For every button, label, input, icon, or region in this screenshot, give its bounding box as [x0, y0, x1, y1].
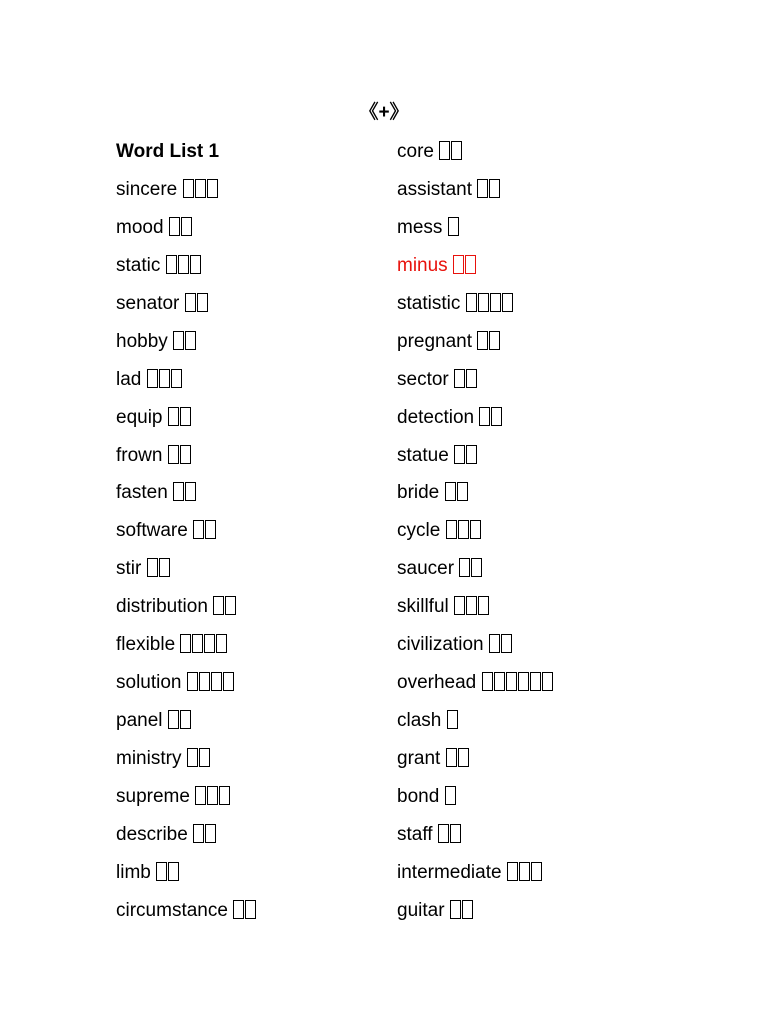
- missing-glyph-box: [491, 407, 502, 426]
- missing-glyph-gloss: [479, 407, 503, 428]
- missing-glyph-box: [506, 672, 517, 691]
- missing-glyph-box: [183, 179, 194, 198]
- english-word: intermediate: [397, 861, 502, 883]
- word-entry: [397, 480, 697, 518]
- english-word: supreme: [116, 785, 190, 807]
- word-entry: [397, 405, 697, 443]
- missing-glyph-gloss: [168, 407, 192, 428]
- english-word: static: [116, 254, 161, 276]
- missing-glyph-box: [187, 748, 198, 767]
- missing-glyph-gloss: [438, 824, 462, 845]
- english-word: assistant: [397, 178, 472, 200]
- missing-glyph-box: [465, 255, 476, 274]
- missing-glyph-box: [478, 293, 489, 312]
- missing-glyph-box: [205, 824, 216, 843]
- word-entry: [116, 215, 386, 253]
- missing-glyph-box: [156, 862, 167, 881]
- missing-glyph-box: [193, 824, 204, 843]
- english-word: guitar: [397, 899, 445, 921]
- missing-glyph-box: [180, 445, 191, 464]
- missing-glyph-box: [445, 482, 456, 501]
- missing-glyph-box: [519, 862, 530, 881]
- missing-glyph-box: [466, 293, 477, 312]
- missing-glyph-box: [190, 255, 201, 274]
- missing-glyph-box: [185, 293, 196, 312]
- missing-glyph-box: [205, 520, 216, 539]
- word-entry: [397, 329, 697, 367]
- missing-glyph-gloss: [147, 369, 183, 390]
- english-word: skillful: [397, 596, 449, 618]
- word-entry: [116, 367, 386, 405]
- english-word: frown: [116, 444, 163, 466]
- missing-glyph-box: [213, 596, 224, 615]
- english-word: ministry: [116, 748, 182, 769]
- missing-glyph-gloss: [147, 558, 171, 579]
- missing-glyph-box: [479, 407, 490, 426]
- missing-glyph-gloss: [454, 596, 490, 617]
- english-word: sincere: [116, 178, 178, 200]
- missing-glyph-gloss: [180, 634, 228, 655]
- missing-glyph-box: [447, 710, 458, 729]
- missing-glyph-gloss: [233, 900, 257, 921]
- missing-glyph-box: [457, 482, 468, 501]
- missing-glyph-gloss: [447, 710, 459, 731]
- missing-glyph-box: [448, 217, 459, 236]
- missing-glyph-box: [446, 748, 457, 767]
- word-list-title: [116, 139, 386, 177]
- missing-glyph-box: [482, 672, 493, 691]
- missing-glyph-gloss: [466, 293, 514, 314]
- missing-glyph-gloss: [439, 141, 463, 162]
- missing-glyph-box: [159, 558, 170, 577]
- missing-glyph-box: [166, 255, 177, 274]
- missing-glyph-box: [192, 634, 203, 653]
- word-entry: [397, 746, 697, 784]
- word-entry: [116, 556, 386, 594]
- word-entry: [397, 898, 697, 936]
- missing-glyph-box: [518, 672, 529, 691]
- missing-glyph-gloss: [169, 217, 193, 238]
- english-word: overhead: [397, 672, 477, 694]
- missing-glyph-box: [466, 445, 477, 464]
- missing-glyph-box: [223, 672, 234, 691]
- word-entry: [397, 556, 697, 594]
- missing-glyph-box: [180, 407, 191, 426]
- missing-glyph-box: [466, 369, 477, 388]
- english-word: mess: [397, 216, 443, 238]
- english-word: statue: [397, 444, 449, 466]
- missing-glyph-gloss: [173, 482, 197, 503]
- english-word: detection: [397, 406, 475, 428]
- missing-glyph-box: [185, 331, 196, 350]
- missing-glyph-gloss: [450, 900, 474, 921]
- missing-glyph-box: [168, 445, 179, 464]
- missing-glyph-box: [542, 672, 553, 691]
- missing-glyph-box: [207, 786, 218, 805]
- missing-glyph-gloss: [445, 482, 469, 503]
- word-entry: [116, 860, 386, 898]
- missing-glyph-gloss: [187, 672, 235, 693]
- english-word: hobby: [116, 330, 168, 352]
- english-word: describe: [116, 823, 188, 845]
- missing-glyph-box: [466, 596, 477, 615]
- missing-glyph-box: [478, 596, 489, 615]
- missing-glyph-box: [531, 862, 542, 881]
- word-entry: [397, 518, 697, 556]
- missing-glyph-gloss: [448, 217, 460, 238]
- missing-glyph-gloss: [454, 445, 478, 466]
- missing-glyph-gloss: [489, 634, 513, 655]
- missing-glyph-box: [438, 824, 449, 843]
- missing-glyph-gloss: [193, 824, 217, 845]
- missing-glyph-box: [233, 900, 244, 919]
- english-word: distribution: [116, 596, 208, 618]
- word-entry: [116, 253, 386, 291]
- missing-glyph-box: [477, 179, 488, 198]
- english-word: staff: [397, 823, 433, 845]
- missing-glyph-gloss: [187, 748, 211, 769]
- english-word: panel: [116, 710, 163, 732]
- missing-glyph-box: [439, 141, 450, 160]
- missing-glyph-box: [489, 331, 500, 350]
- missing-glyph-box: [199, 672, 210, 691]
- missing-glyph-box: [171, 369, 182, 388]
- missing-glyph-gloss: [183, 179, 219, 200]
- english-word: circumstance: [116, 899, 228, 921]
- word-entry: [116, 291, 386, 329]
- missing-glyph-gloss: [446, 520, 482, 541]
- word-entry: [116, 670, 386, 708]
- missing-glyph-box: [204, 634, 215, 653]
- english-word: lad: [116, 368, 142, 390]
- missing-glyph-box: [454, 369, 465, 388]
- missing-glyph-gloss: [168, 710, 192, 731]
- english-word: pregnant: [397, 330, 473, 352]
- missing-glyph-box: [489, 634, 500, 653]
- english-word: software: [116, 520, 188, 542]
- word-entry: [397, 443, 697, 481]
- word-entry: [397, 784, 697, 822]
- missing-glyph-box: [147, 369, 158, 388]
- missing-glyph-box: [168, 710, 179, 729]
- english-word: statistic: [397, 292, 461, 314]
- english-word: senator: [116, 292, 180, 314]
- english-word: fasten: [116, 482, 168, 504]
- word-entry: [116, 632, 386, 670]
- word-entry: [397, 708, 697, 746]
- missing-glyph-gloss: [477, 331, 501, 352]
- missing-glyph-gloss: [156, 862, 180, 883]
- missing-glyph-box: [211, 672, 222, 691]
- word-entry: [397, 367, 697, 405]
- missing-glyph-box: [147, 558, 158, 577]
- missing-glyph-box: [462, 900, 473, 919]
- word-entry: [397, 177, 697, 215]
- word-entry: [116, 518, 386, 556]
- missing-glyph-box: [173, 482, 184, 501]
- missing-glyph-box: [178, 255, 189, 274]
- missing-glyph-box: [181, 217, 192, 236]
- english-word: flexible: [116, 634, 176, 656]
- missing-glyph-gloss: [213, 596, 237, 617]
- word-list-left-column: [116, 139, 386, 936]
- missing-glyph-box: [502, 293, 513, 312]
- missing-glyph-box: [454, 596, 465, 615]
- word-entry: [397, 594, 697, 632]
- word-entry: [116, 177, 386, 215]
- missing-glyph-gloss: [453, 255, 477, 276]
- word-entry: [116, 822, 386, 860]
- word-entry: [397, 670, 697, 708]
- missing-glyph-gloss: [477, 179, 501, 200]
- word-entry: [116, 784, 386, 822]
- english-word: clash: [397, 710, 442, 732]
- missing-glyph-box: [477, 331, 488, 350]
- missing-glyph-box: [530, 672, 541, 691]
- missing-glyph-box: [446, 520, 457, 539]
- word-entry: [116, 746, 386, 784]
- english-word: saucer: [397, 558, 455, 580]
- english-word: equip: [116, 406, 163, 428]
- missing-glyph-box: [451, 141, 462, 160]
- missing-glyph-box: [193, 520, 204, 539]
- word-entry: [397, 291, 697, 329]
- missing-glyph-box: [195, 179, 206, 198]
- missing-glyph-box: [445, 786, 456, 805]
- missing-glyph-box: [207, 179, 218, 198]
- missing-glyph-box: [216, 634, 227, 653]
- missing-glyph-gloss: [193, 520, 217, 541]
- word-entry: [116, 594, 386, 632]
- missing-glyph-box: [173, 331, 184, 350]
- missing-glyph-gloss: [507, 862, 543, 883]
- missing-glyph-box: [494, 672, 505, 691]
- missing-glyph-gloss: [173, 331, 197, 352]
- word-entry: [116, 480, 386, 518]
- english-word: sector: [397, 368, 449, 390]
- missing-glyph-box: [225, 596, 236, 615]
- document-heading: 《+》: [359, 102, 409, 123]
- english-word: solution: [116, 672, 182, 694]
- english-word: bond: [397, 785, 440, 807]
- missing-glyph-gloss: [446, 748, 470, 769]
- word-entry: [116, 898, 386, 936]
- missing-glyph-box: [185, 482, 196, 501]
- word-entry: [397, 139, 697, 177]
- missing-glyph-box: [470, 520, 481, 539]
- english-word: civilization: [397, 634, 484, 656]
- missing-glyph-box: [458, 520, 469, 539]
- missing-glyph-box: [453, 255, 464, 274]
- missing-glyph-gloss: [195, 786, 231, 807]
- missing-glyph-box: [180, 710, 191, 729]
- missing-glyph-box: [450, 824, 461, 843]
- word-entry: [397, 215, 697, 253]
- missing-glyph-box: [450, 900, 461, 919]
- word-entry: [116, 708, 386, 746]
- word-entry: [116, 329, 386, 367]
- english-word: limb: [116, 861, 151, 883]
- missing-glyph-box: [169, 217, 180, 236]
- missing-glyph-box: [199, 748, 210, 767]
- english-word: bride: [397, 482, 440, 504]
- missing-glyph-gloss: [185, 293, 209, 314]
- missing-glyph-gloss: [445, 786, 457, 807]
- word-entry: [397, 253, 697, 291]
- missing-glyph-box: [454, 445, 465, 464]
- missing-glyph-box: [195, 786, 206, 805]
- missing-glyph-box: [501, 634, 512, 653]
- missing-glyph-gloss: [459, 558, 483, 579]
- missing-glyph-box: [459, 558, 470, 577]
- english-word: mood: [116, 216, 164, 238]
- english-word: cycle: [397, 520, 441, 542]
- missing-glyph-box: [245, 900, 256, 919]
- missing-glyph-gloss: [454, 369, 478, 390]
- english-word: Word List 1: [116, 141, 220, 162]
- english-word: minus: [397, 254, 448, 276]
- missing-glyph-box: [458, 748, 469, 767]
- word-list-right-column: [397, 139, 697, 936]
- missing-glyph-gloss: [482, 672, 554, 693]
- missing-glyph-box: [490, 293, 501, 312]
- missing-glyph-box: [180, 634, 191, 653]
- missing-glyph-gloss: [166, 255, 202, 276]
- english-word: core: [397, 141, 434, 162]
- english-word: grant: [397, 748, 441, 769]
- missing-glyph-box: [219, 786, 230, 805]
- word-entry: [397, 632, 697, 670]
- missing-glyph-box: [168, 862, 179, 881]
- english-word: stir: [116, 558, 142, 580]
- missing-glyph-box: [159, 369, 170, 388]
- word-entry: [397, 860, 697, 898]
- missing-glyph-box: [471, 558, 482, 577]
- missing-glyph-box: [187, 672, 198, 691]
- missing-glyph-gloss: [168, 445, 192, 466]
- missing-glyph-box: [197, 293, 208, 312]
- missing-glyph-box: [168, 407, 179, 426]
- word-entry: [116, 443, 386, 481]
- missing-glyph-box: [507, 862, 518, 881]
- word-entry: [397, 822, 697, 860]
- word-entry: [116, 405, 386, 443]
- missing-glyph-box: [489, 179, 500, 198]
